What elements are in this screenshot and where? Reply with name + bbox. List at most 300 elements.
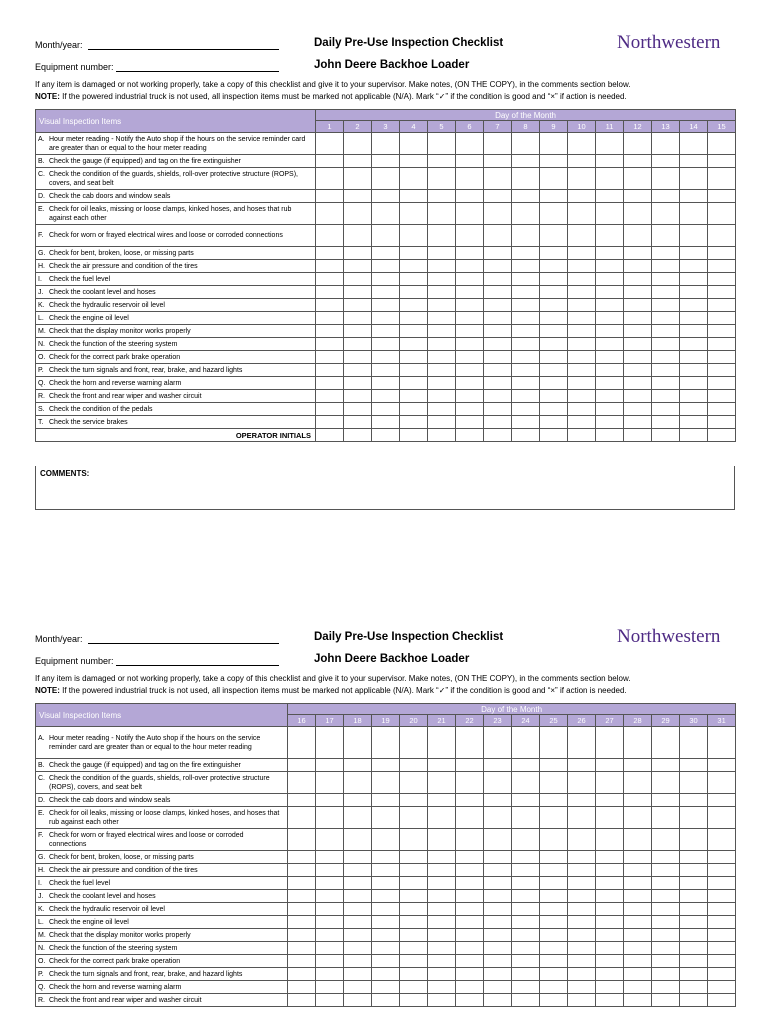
equipment-number-field[interactable] [116,71,279,72]
check-cell[interactable] [512,273,540,286]
check-cell[interactable] [596,851,624,864]
check-cell[interactable] [708,890,736,903]
check-cell[interactable] [652,155,680,168]
check-cell[interactable] [456,390,484,403]
check-cell[interactable] [568,829,596,851]
check-cell[interactable] [484,225,512,247]
initials-cell[interactable] [400,429,428,442]
check-cell[interactable] [652,260,680,273]
check-cell[interactable] [316,351,344,364]
check-cell[interactable] [316,981,344,994]
check-cell[interactable] [512,168,540,190]
check-cell[interactable] [540,829,568,851]
check-cell[interactable] [512,864,540,877]
check-cell[interactable] [316,416,344,429]
check-cell[interactable] [456,403,484,416]
check-cell[interactable] [624,942,652,955]
check-cell[interactable] [568,299,596,312]
check-cell[interactable] [624,168,652,190]
check-cell[interactable] [456,299,484,312]
check-cell[interactable] [568,273,596,286]
check-cell[interactable] [624,416,652,429]
check-cell[interactable] [596,377,624,390]
check-cell[interactable] [540,916,568,929]
check-cell[interactable] [596,864,624,877]
check-cell[interactable] [344,864,372,877]
check-cell[interactable] [512,981,540,994]
check-cell[interactable] [596,981,624,994]
check-cell[interactable] [428,203,456,225]
check-cell[interactable] [624,325,652,338]
check-cell[interactable] [652,168,680,190]
comments-box[interactable] [35,466,735,510]
check-cell[interactable] [372,877,400,890]
check-cell[interactable] [540,351,568,364]
check-cell[interactable] [680,312,708,325]
check-cell[interactable] [456,168,484,190]
check-cell[interactable] [624,225,652,247]
check-cell[interactable] [484,260,512,273]
check-cell[interactable] [316,994,344,1007]
check-cell[interactable] [540,851,568,864]
check-cell[interactable] [428,312,456,325]
check-cell[interactable] [624,864,652,877]
check-cell[interactable] [288,807,316,829]
check-cell[interactable] [512,390,540,403]
check-cell[interactable] [372,903,400,916]
check-cell[interactable] [288,903,316,916]
check-cell[interactable] [316,955,344,968]
check-cell[interactable] [400,942,428,955]
check-cell[interactable] [484,325,512,338]
initials-cell[interactable] [652,429,680,442]
check-cell[interactable] [680,260,708,273]
check-cell[interactable] [708,727,736,759]
check-cell[interactable] [372,312,400,325]
check-cell[interactable] [624,890,652,903]
check-cell[interactable] [344,190,372,203]
check-cell[interactable] [372,247,400,260]
check-cell[interactable] [652,727,680,759]
check-cell[interactable] [652,864,680,877]
check-cell[interactable] [540,890,568,903]
check-cell[interactable] [428,994,456,1007]
check-cell[interactable] [288,829,316,851]
check-cell[interactable] [652,203,680,225]
check-cell[interactable] [568,203,596,225]
check-cell[interactable] [568,225,596,247]
check-cell[interactable] [652,968,680,981]
check-cell[interactable] [316,403,344,416]
check-cell[interactable] [568,338,596,351]
check-cell[interactable] [596,416,624,429]
check-cell[interactable] [624,377,652,390]
check-cell[interactable] [652,794,680,807]
check-cell[interactable] [400,981,428,994]
check-cell[interactable] [484,929,512,942]
check-cell[interactable] [512,364,540,377]
check-cell[interactable] [456,416,484,429]
check-cell[interactable] [680,981,708,994]
check-cell[interactable] [708,190,736,203]
check-cell[interactable] [624,759,652,772]
check-cell[interactable] [624,403,652,416]
check-cell[interactable] [708,155,736,168]
check-cell[interactable] [512,994,540,1007]
check-cell[interactable] [512,377,540,390]
check-cell[interactable] [652,403,680,416]
check-cell[interactable] [512,225,540,247]
check-cell[interactable] [344,772,372,794]
check-cell[interactable] [540,225,568,247]
check-cell[interactable] [596,133,624,155]
check-cell[interactable] [344,916,372,929]
check-cell[interactable] [596,273,624,286]
initials-cell[interactable] [540,429,568,442]
initials-cell[interactable] [512,429,540,442]
check-cell[interactable] [344,403,372,416]
check-cell[interactable] [568,794,596,807]
check-cell[interactable] [680,903,708,916]
check-cell[interactable] [540,377,568,390]
check-cell[interactable] [652,916,680,929]
initials-cell[interactable] [484,429,512,442]
check-cell[interactable] [680,190,708,203]
check-cell[interactable] [540,403,568,416]
check-cell[interactable] [288,942,316,955]
check-cell[interactable] [624,807,652,829]
check-cell[interactable] [344,299,372,312]
check-cell[interactable] [652,351,680,364]
check-cell[interactable] [512,942,540,955]
check-cell[interactable] [568,772,596,794]
check-cell[interactable] [540,727,568,759]
check-cell[interactable] [428,299,456,312]
check-cell[interactable] [540,190,568,203]
check-cell[interactable] [596,727,624,759]
check-cell[interactable] [708,203,736,225]
check-cell[interactable] [540,981,568,994]
check-cell[interactable] [512,247,540,260]
check-cell[interactable] [708,168,736,190]
check-cell[interactable] [596,260,624,273]
check-cell[interactable] [372,225,400,247]
check-cell[interactable] [372,955,400,968]
check-cell[interactable] [344,225,372,247]
check-cell[interactable] [456,981,484,994]
check-cell[interactable] [344,759,372,772]
check-cell[interactable] [568,727,596,759]
check-cell[interactable] [540,864,568,877]
initials-cell[interactable] [344,429,372,442]
check-cell[interactable] [372,351,400,364]
check-cell[interactable] [708,273,736,286]
check-cell[interactable] [316,168,344,190]
check-cell[interactable] [568,364,596,377]
check-cell[interactable] [652,942,680,955]
check-cell[interactable] [680,403,708,416]
check-cell[interactable] [316,759,344,772]
check-cell[interactable] [484,338,512,351]
check-cell[interactable] [428,759,456,772]
check-cell[interactable] [680,325,708,338]
check-cell[interactable] [652,364,680,377]
check-cell[interactable] [680,247,708,260]
check-cell[interactable] [484,273,512,286]
check-cell[interactable] [624,390,652,403]
check-cell[interactable] [316,727,344,759]
check-cell[interactable] [624,299,652,312]
initials-cell[interactable] [680,429,708,442]
check-cell[interactable] [568,190,596,203]
check-cell[interactable] [400,225,428,247]
check-cell[interactable] [568,377,596,390]
check-cell[interactable] [624,968,652,981]
check-cell[interactable] [624,829,652,851]
check-cell[interactable] [680,364,708,377]
check-cell[interactable] [428,807,456,829]
check-cell[interactable] [652,807,680,829]
check-cell[interactable] [428,390,456,403]
check-cell[interactable] [316,916,344,929]
check-cell[interactable] [484,903,512,916]
check-cell[interactable] [512,203,540,225]
check-cell[interactable] [484,864,512,877]
check-cell[interactable] [400,312,428,325]
check-cell[interactable] [540,260,568,273]
check-cell[interactable] [512,807,540,829]
check-cell[interactable] [596,916,624,929]
check-cell[interactable] [316,851,344,864]
check-cell[interactable] [484,203,512,225]
check-cell[interactable] [484,351,512,364]
check-cell[interactable] [512,772,540,794]
check-cell[interactable] [680,299,708,312]
check-cell[interactable] [400,247,428,260]
check-cell[interactable] [456,377,484,390]
check-cell[interactable] [512,155,540,168]
check-cell[interactable] [596,829,624,851]
check-cell[interactable] [344,890,372,903]
check-cell[interactable] [624,877,652,890]
initials-cell[interactable] [428,429,456,442]
check-cell[interactable] [428,155,456,168]
check-cell[interactable] [652,890,680,903]
check-cell[interactable] [400,403,428,416]
check-cell[interactable] [512,829,540,851]
check-cell[interactable] [596,390,624,403]
check-cell[interactable] [288,772,316,794]
check-cell[interactable] [624,133,652,155]
check-cell[interactable] [372,916,400,929]
check-cell[interactable] [428,338,456,351]
check-cell[interactable] [652,903,680,916]
check-cell[interactable] [456,794,484,807]
check-cell[interactable] [288,864,316,877]
check-cell[interactable] [568,247,596,260]
check-cell[interactable] [372,929,400,942]
check-cell[interactable] [288,759,316,772]
check-cell[interactable] [624,155,652,168]
check-cell[interactable] [596,203,624,225]
check-cell[interactable] [624,312,652,325]
check-cell[interactable] [624,190,652,203]
check-cell[interactable] [540,955,568,968]
check-cell[interactable] [540,968,568,981]
check-cell[interactable] [400,772,428,794]
check-cell[interactable] [344,286,372,299]
check-cell[interactable] [680,351,708,364]
check-cell[interactable] [568,916,596,929]
check-cell[interactable] [456,877,484,890]
check-cell[interactable] [568,864,596,877]
check-cell[interactable] [540,286,568,299]
check-cell[interactable] [344,247,372,260]
check-cell[interactable] [568,890,596,903]
check-cell[interactable] [484,890,512,903]
check-cell[interactable] [540,247,568,260]
check-cell[interactable] [344,377,372,390]
check-cell[interactable] [428,955,456,968]
check-cell[interactable] [456,260,484,273]
check-cell[interactable] [400,955,428,968]
check-cell[interactable] [512,929,540,942]
check-cell[interactable] [708,133,736,155]
check-cell[interactable] [624,794,652,807]
check-cell[interactable] [540,416,568,429]
check-cell[interactable] [708,877,736,890]
check-cell[interactable] [708,299,736,312]
month-year-field[interactable] [88,49,279,50]
check-cell[interactable] [372,727,400,759]
check-cell[interactable] [484,807,512,829]
check-cell[interactable] [652,416,680,429]
check-cell[interactable] [596,807,624,829]
check-cell[interactable] [708,260,736,273]
check-cell[interactable] [372,364,400,377]
check-cell[interactable] [428,286,456,299]
check-cell[interactable] [372,942,400,955]
check-cell[interactable] [568,390,596,403]
check-cell[interactable] [680,390,708,403]
check-cell[interactable] [540,312,568,325]
check-cell[interactable] [372,390,400,403]
check-cell[interactable] [512,190,540,203]
check-cell[interactable] [512,955,540,968]
check-cell[interactable] [708,338,736,351]
check-cell[interactable] [456,190,484,203]
check-cell[interactable] [288,794,316,807]
month-year-field[interactable] [88,643,279,644]
check-cell[interactable] [344,942,372,955]
check-cell[interactable] [400,260,428,273]
check-cell[interactable] [456,247,484,260]
check-cell[interactable] [372,168,400,190]
check-cell[interactable] [512,338,540,351]
check-cell[interactable] [596,247,624,260]
check-cell[interactable] [344,851,372,864]
check-cell[interactable] [596,351,624,364]
check-cell[interactable] [540,273,568,286]
check-cell[interactable] [484,247,512,260]
check-cell[interactable] [400,968,428,981]
check-cell[interactable] [316,864,344,877]
check-cell[interactable] [316,390,344,403]
check-cell[interactable] [316,903,344,916]
check-cell[interactable] [344,877,372,890]
check-cell[interactable] [680,168,708,190]
initials-cell[interactable] [568,429,596,442]
check-cell[interactable] [680,772,708,794]
check-cell[interactable] [512,877,540,890]
check-cell[interactable] [400,864,428,877]
check-cell[interactable] [344,203,372,225]
check-cell[interactable] [372,260,400,273]
check-cell[interactable] [484,916,512,929]
check-cell[interactable] [708,286,736,299]
check-cell[interactable] [428,968,456,981]
check-cell[interactable] [540,759,568,772]
check-cell[interactable] [512,260,540,273]
check-cell[interactable] [456,916,484,929]
check-cell[interactable] [680,807,708,829]
check-cell[interactable] [344,364,372,377]
check-cell[interactable] [568,968,596,981]
check-cell[interactable] [428,260,456,273]
check-cell[interactable] [708,225,736,247]
check-cell[interactable] [456,968,484,981]
check-cell[interactable] [596,338,624,351]
check-cell[interactable] [484,155,512,168]
equipment-number-field[interactable] [116,665,279,666]
check-cell[interactable] [456,155,484,168]
check-cell[interactable] [400,190,428,203]
check-cell[interactable] [512,903,540,916]
check-cell[interactable] [316,133,344,155]
check-cell[interactable] [344,312,372,325]
check-cell[interactable] [512,759,540,772]
check-cell[interactable] [568,133,596,155]
check-cell[interactable] [540,364,568,377]
check-cell[interactable] [512,286,540,299]
check-cell[interactable] [372,286,400,299]
check-cell[interactable] [708,390,736,403]
check-cell[interactable] [652,851,680,864]
check-cell[interactable] [512,794,540,807]
check-cell[interactable] [652,286,680,299]
check-cell[interactable] [680,133,708,155]
check-cell[interactable] [624,916,652,929]
check-cell[interactable] [568,942,596,955]
check-cell[interactable] [596,325,624,338]
check-cell[interactable] [344,168,372,190]
check-cell[interactable] [456,286,484,299]
check-cell[interactable] [484,377,512,390]
check-cell[interactable] [484,416,512,429]
check-cell[interactable] [344,807,372,829]
check-cell[interactable] [456,759,484,772]
check-cell[interactable] [428,794,456,807]
check-cell[interactable] [680,929,708,942]
check-cell[interactable] [400,794,428,807]
check-cell[interactable] [372,190,400,203]
check-cell[interactable] [568,981,596,994]
check-cell[interactable] [484,364,512,377]
check-cell[interactable] [624,994,652,1007]
check-cell[interactable] [708,942,736,955]
check-cell[interactable] [568,416,596,429]
check-cell[interactable] [428,916,456,929]
